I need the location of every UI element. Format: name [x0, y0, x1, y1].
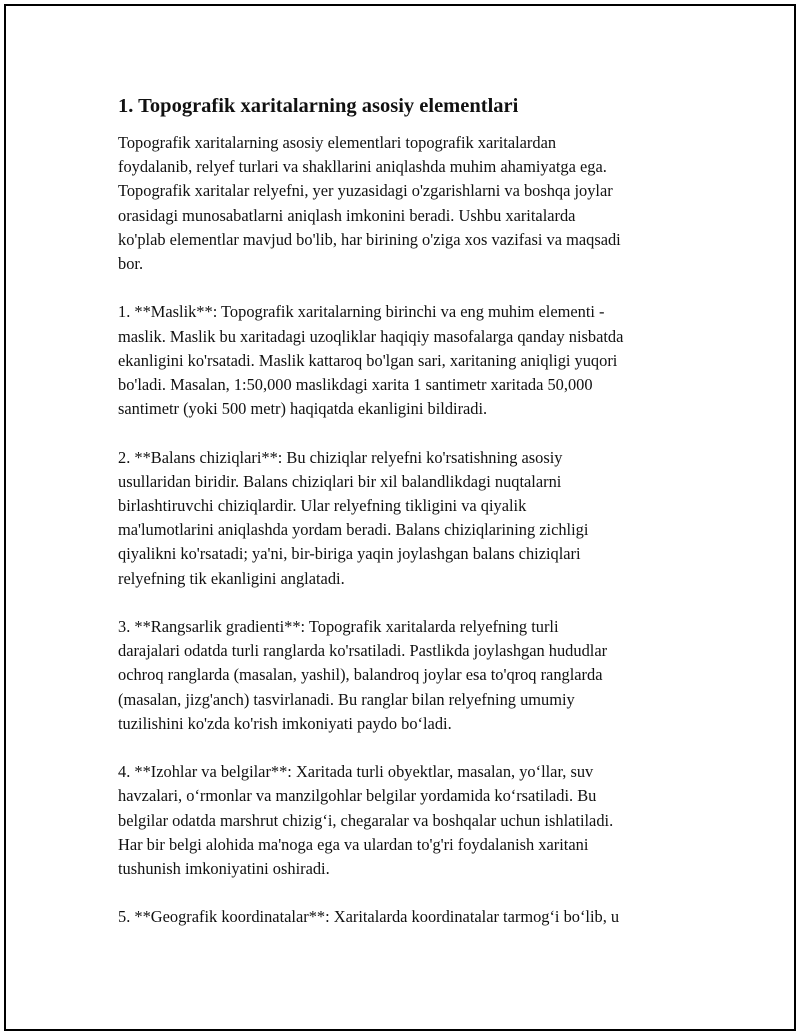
paragraph-balans-chiziqlari: 2. **Balans chiziqlari**: Bu chiziqlar relyefni ko'rsatishning asosiy usullaridan biridir. Balans chiziqlari bir xil balandlikdagi nuqtalarni birlashtiruvchi chiziqlardir. Ular relyefning tikligini va qiyalik ma'lumotlarini aniqlashda yordam beradi. Balans chiziqlarining zichligi qiyalikni ko'rsatadi; ya'ni, bir-biriga yaqin joylashgan balans chiziqlari relyefning tik ekanligini anglatadi. [118, 447, 589, 588]
section-heading: 1. Topografik xaritalarning asosiy elementlari [118, 95, 519, 117]
document-body [118, 94, 698, 954]
paragraph-maslik: 1. **Maslik**: Topografik xaritalarning birinchi va eng muhim elementi - maslik. Maslik bu xaritadagi uzoqliklar haqiqiy masofalarga qanday nisbatda ekanligini ko'rsatadi. Maslik kattaroq bo'lgan sari, xaritaning aniqligi yuqori bo'ladi. Masalan, 1:50,000 maslikdagi xarita 1 santimetr xaritada 50,000 santimetr (yoki 500 metr) haqiqatda ekanligini bildiradi. [118, 302, 624, 419]
intro-paragraph: Topografik xaritalarning asosiy elementlari topografik xaritalardan foydalanib, relyef turlari va shakllarini aniqlashda muhim ahamiyatga ega. Topografik xaritalar relyefni, yer yuzasidagi o'zgarishlarni va boshqa joylar orasidagi munosabatlarni aniqlash imkonini beradi. Ushbu xaritalarda ko'plab elementlar mavjud bo'lib, har birining o'ziga xos vazifasi va maqsadi bor. [118, 133, 621, 274]
paragraph-izohlar-va-belgilar: 4. **Izohlar va belgilar**: Xaritada turli obyektlar, masalan, yo‘llar, suv havzalari, o‘rmonlar va manzilgohlar belgilar yordamida ko‘rsatiladi. Bu belgilar odatda marshrut chizig‘i, chegaralar va boshqalar uchun ishlatiladi. Har bir belgi alohida ma'noga ega va ulardan to'g'ri foydalanish xaritani tushunish imkoniyatini oshiradi. [118, 762, 614, 879]
paragraph-rangsarlik-gradienti: 3. **Rangsarlik gradienti**: Topografik xaritalarda relyefning turli darajalari odatda turli ranglarda ko'rsatiladi. Pastlikda joylashgan hududlar ochroq ranglarda (masalan, yashil), balandroq joylar esa to'qroq ranglarda (masalan, jizg'anch) tasvirlanadi. Bu ranglar bilan relyefning umumiy tuzilishini ko'zda ko'rish imkoniyati paydo bo‘ladi. [118, 617, 608, 733]
paragraph-geografik-koordinatalar: 5. **Geografik koordinatalar**: Xaritalarda koordinatalar tarmog‘i bo‘lib, u [118, 907, 620, 927]
